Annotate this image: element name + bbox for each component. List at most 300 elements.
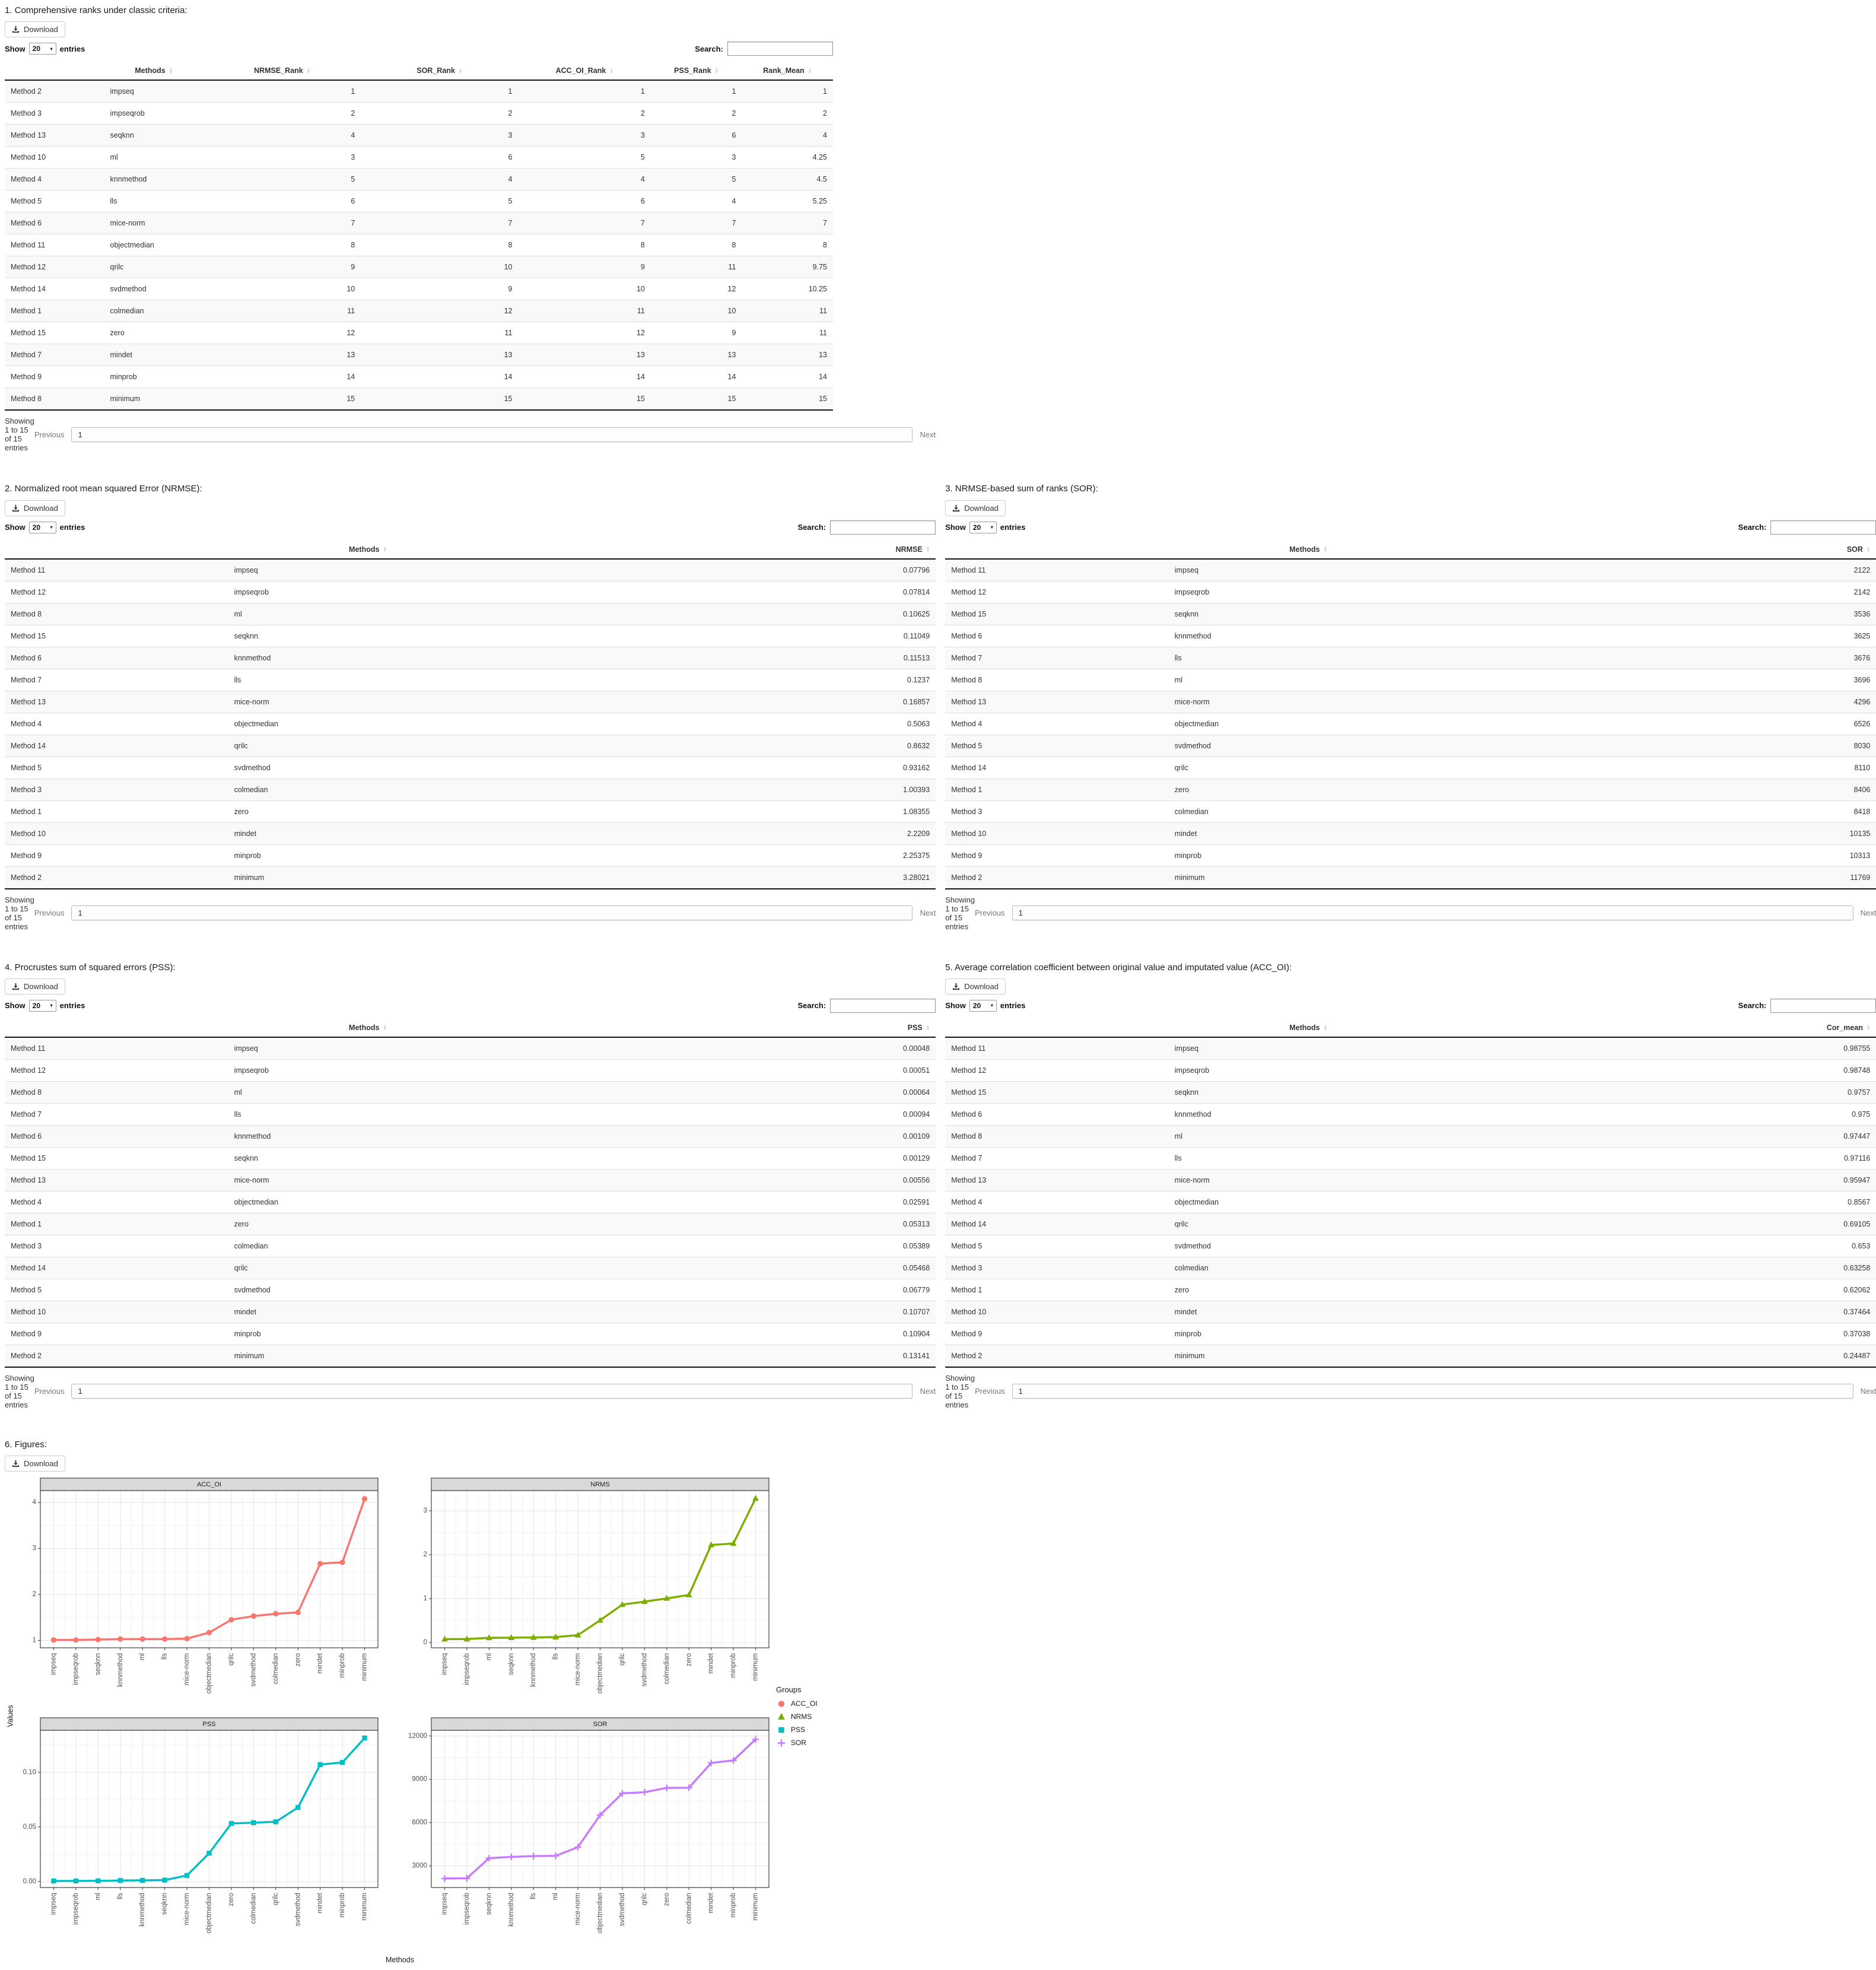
column-header-sor[interactable]: SOR ▲ ▼ bbox=[1448, 541, 1876, 559]
sort-icon: ▲ ▼ bbox=[383, 546, 387, 554]
entries-select-value: 20 bbox=[32, 45, 41, 53]
pagination-previous[interactable]: Previous bbox=[975, 1387, 1005, 1396]
svg-text:4: 4 bbox=[32, 1499, 36, 1507]
download-label: Download bbox=[964, 981, 999, 991]
column-header-nrmse_rank[interactable]: NRMSE_Rank ▲ ▼ bbox=[204, 62, 361, 80]
svg-text:colmedian: colmedian bbox=[663, 1653, 670, 1685]
svg-text:svdmethod: svdmethod bbox=[250, 1653, 257, 1687]
table-row: Method 14 svdmethod 10 9 10 12 10.25 bbox=[5, 278, 833, 300]
table-row: Method 12 impseqrob 0.07814 bbox=[5, 581, 936, 603]
svg-text:objectmedian: objectmedian bbox=[205, 1653, 213, 1694]
column-header-rownames bbox=[945, 541, 1169, 559]
table-row: Method 4 objectmedian 0.5063 bbox=[5, 713, 936, 735]
search-label: Search: bbox=[695, 44, 723, 53]
table-row: Method 6 knnmethod 3625 bbox=[945, 625, 1876, 647]
svg-text:seqknn: seqknn bbox=[485, 1893, 493, 1915]
table-row: Method 3 impseqrob 2 2 2 2 2 bbox=[5, 103, 833, 125]
table-row: Method 8 minimum 15 15 15 15 15 bbox=[5, 388, 833, 411]
pagination-page-1[interactable]: 1 bbox=[1012, 905, 1853, 920]
table-row: Method 3 colmedian 8418 bbox=[945, 800, 1876, 822]
table-row: Method 9 minprob 0.37038 bbox=[945, 1323, 1876, 1345]
section-sor bbox=[945, 482, 1876, 934]
svg-text:minimum: minimum bbox=[361, 1653, 368, 1681]
svg-text:mice-norm: mice-norm bbox=[574, 1893, 582, 1925]
svg-text:impseqrob: impseqrob bbox=[463, 1893, 470, 1925]
plot-nrms bbox=[408, 1478, 771, 1715]
table-row: Method 11 impseq 0.98755 bbox=[945, 1037, 1876, 1060]
svg-text:objectmedian: objectmedian bbox=[596, 1893, 604, 1934]
svg-text:objectmedian: objectmedian bbox=[596, 1653, 604, 1694]
sort-icon: ▲ ▼ bbox=[1323, 546, 1328, 554]
table-row: Method 2 impseq 1 1 1 1 1 bbox=[5, 80, 833, 103]
table-row: Method 11 impseq 2122 bbox=[945, 559, 1876, 582]
download-icon bbox=[952, 504, 960, 512]
table-row: Method 14 qrilc 0.05468 bbox=[5, 1257, 936, 1279]
download-label: Download bbox=[24, 25, 58, 34]
legend-label: PSS bbox=[791, 1726, 806, 1734]
column-header-methods[interactable]: Methods ▲ ▼ bbox=[228, 541, 508, 559]
svg-text:0: 0 bbox=[423, 1639, 427, 1647]
svg-text:impseq: impseq bbox=[50, 1893, 58, 1915]
svg-text:3: 3 bbox=[423, 1507, 427, 1515]
svg-text:knnmethod: knnmethod bbox=[530, 1653, 538, 1687]
table-row: Method 9 minprob 2.25375 bbox=[5, 844, 936, 866]
legend-item-sor bbox=[776, 1739, 833, 1747]
svg-text:mindet: mindet bbox=[707, 1653, 715, 1674]
table-info: Showing 1 to 15 of 15 entries bbox=[945, 1373, 975, 1409]
legend-item-acc-oi bbox=[776, 1699, 833, 1708]
section-title: 2. Normalized root mean squared Error (NRMSE): bbox=[5, 484, 202, 494]
svg-text:0.05: 0.05 bbox=[23, 1823, 36, 1831]
datatable-footer bbox=[5, 411, 936, 456]
page-length-control bbox=[5, 522, 85, 533]
legend-label: ACC_OI bbox=[791, 1699, 818, 1708]
entries-select[interactable] bbox=[29, 43, 56, 55]
search-input[interactable] bbox=[830, 520, 936, 535]
page-length-control bbox=[945, 522, 1025, 533]
column-header-acc_oi_rank[interactable]: ACC_OI_Rank ▲ ▼ bbox=[519, 62, 651, 80]
pagination-next[interactable]: Next bbox=[1860, 908, 1876, 917]
table-row: Method 5 svdmethod 0.06779 bbox=[5, 1279, 936, 1301]
table-info: Showing 1 to 15 of 15 entries bbox=[5, 1373, 34, 1409]
svg-text:knnmethod: knnmethod bbox=[507, 1893, 515, 1927]
column-header-rownames bbox=[5, 62, 104, 80]
circle-marker-icon bbox=[776, 1699, 787, 1708]
table-row: Method 13 mice-norm 0.16857 bbox=[5, 691, 936, 713]
page-length-control bbox=[945, 1000, 1025, 1012]
table-row: Method 6 knnmethod 0.11513 bbox=[5, 647, 936, 669]
show-label: Show bbox=[945, 1001, 966, 1011]
table-row: Method 8 ml 3696 bbox=[945, 669, 1876, 691]
table-row: Method 9 minprob 14 14 14 14 14 bbox=[5, 366, 833, 388]
table-row: Method 13 seqknn 4 3 3 6 4 bbox=[5, 125, 833, 147]
table-row: Method 15 seqknn 0.9757 bbox=[945, 1081, 1876, 1103]
chevron-down-icon: ▾ bbox=[50, 525, 53, 530]
table-row: Method 3 colmedian 0.63258 bbox=[945, 1257, 1876, 1279]
svg-text:3: 3 bbox=[32, 1545, 36, 1552]
pagination-page-1[interactable]: 1 bbox=[1012, 1384, 1853, 1399]
sort-icon: ▲ ▼ bbox=[926, 1024, 930, 1032]
table-row: Method 4 objectmedian 6526 bbox=[945, 713, 1876, 735]
download-button[interactable] bbox=[945, 500, 1006, 516]
table-row: Method 3 colmedian 1.00393 bbox=[5, 779, 936, 800]
column-header-pss[interactable]: PSS ▲ ▼ bbox=[507, 1019, 936, 1037]
svg-text:objectmedian: objectmedian bbox=[205, 1893, 213, 1934]
svg-text:minprob: minprob bbox=[339, 1653, 346, 1678]
pagination-next[interactable]: Next bbox=[920, 908, 936, 917]
search-input[interactable] bbox=[1770, 520, 1876, 535]
pagination-page-1[interactable]: 1 bbox=[71, 1384, 912, 1399]
svg-text:impseq: impseq bbox=[441, 1653, 449, 1676]
show-label: Show bbox=[5, 523, 26, 532]
section-title: 4. Procrustes sum of squared errors (PSS): bbox=[5, 962, 176, 973]
sort-icon: ▲ ▼ bbox=[168, 67, 173, 75]
svg-text:svdmethod: svdmethod bbox=[618, 1893, 626, 1927]
svg-text:zero: zero bbox=[663, 1893, 670, 1907]
chevron-down-icon: ▾ bbox=[990, 1003, 993, 1009]
column-header-cor_mean[interactable]: Cor_mean ▲ ▼ bbox=[1448, 1019, 1876, 1037]
table-row: Method 12 qrilc 9 10 9 11 9.75 bbox=[5, 256, 833, 278]
sort-icon: ▲ ▼ bbox=[1866, 1024, 1871, 1032]
svg-text:minimum: minimum bbox=[361, 1893, 368, 1921]
download-button[interactable] bbox=[5, 500, 65, 516]
svg-text:impseq: impseq bbox=[50, 1653, 58, 1676]
download-button[interactable] bbox=[5, 1456, 65, 1472]
table-row: Method 2 minimum 0.13141 bbox=[5, 1345, 936, 1367]
datatable-footer bbox=[5, 889, 936, 935]
table-row: Method 5 svdmethod 8030 bbox=[945, 735, 1876, 757]
search-label: Search: bbox=[1738, 523, 1767, 532]
table-row: Method 5 lls 6 5 6 4 5.25 bbox=[5, 190, 833, 212]
cor-mean-table bbox=[945, 1019, 1876, 1368]
search-label: Search: bbox=[797, 523, 826, 532]
svg-text:2: 2 bbox=[32, 1591, 36, 1599]
entries-select[interactable] bbox=[29, 522, 56, 533]
svg-text:qrilc: qrilc bbox=[641, 1893, 648, 1906]
pagination-page-1[interactable]: 1 bbox=[71, 427, 912, 442]
download-button[interactable] bbox=[5, 21, 65, 37]
sort-icon: ▲ ▼ bbox=[1866, 546, 1871, 554]
svg-text:ml: ml bbox=[552, 1893, 559, 1901]
svg-text:mice-norm: mice-norm bbox=[183, 1653, 191, 1686]
plot-pss bbox=[17, 1717, 380, 1955]
search-label: Search: bbox=[1738, 1001, 1767, 1011]
legend-item-pss bbox=[776, 1726, 833, 1734]
search-input[interactable] bbox=[727, 42, 833, 56]
show-label: Show bbox=[945, 523, 966, 532]
table-info: Showing 1 to 15 of 15 entries bbox=[945, 895, 975, 931]
pagination-previous[interactable]: Previous bbox=[34, 430, 65, 439]
svg-text:impseqrob: impseqrob bbox=[463, 1653, 470, 1685]
table-row: Method 2 minimum 3.28021 bbox=[5, 866, 936, 889]
download-label: Download bbox=[964, 503, 999, 513]
svg-text:qrilc: qrilc bbox=[272, 1893, 279, 1906]
chevron-down-icon: ▾ bbox=[50, 1003, 53, 1009]
column-header-sor_rank[interactable]: SOR_Rank ▲ ▼ bbox=[361, 62, 518, 80]
table-row: Method 7 lls 0.97116 bbox=[945, 1147, 1876, 1169]
table-row: Method 13 mice-norm 0.00556 bbox=[5, 1169, 936, 1191]
svg-text:zero: zero bbox=[227, 1893, 235, 1907]
table-row: Method 14 qrilc 0.69105 bbox=[945, 1213, 1876, 1235]
legend-label: NRMS bbox=[791, 1712, 812, 1721]
svg-text:colmedian: colmedian bbox=[685, 1893, 693, 1924]
pagination-next[interactable]: Next bbox=[1860, 1387, 1876, 1396]
figure-panel bbox=[5, 1478, 833, 1955]
pss-table bbox=[5, 1019, 936, 1368]
svg-text:colmedian: colmedian bbox=[272, 1653, 279, 1685]
entries-label: entries bbox=[1000, 523, 1026, 532]
search-control bbox=[1738, 999, 1876, 1013]
datatable-controls bbox=[5, 999, 936, 1013]
svg-text:mindet: mindet bbox=[316, 1893, 324, 1914]
svg-text:knnmethod: knnmethod bbox=[139, 1893, 147, 1927]
svg-text:6000: 6000 bbox=[412, 1819, 427, 1826]
datatable-controls bbox=[5, 520, 936, 535]
chevron-down-icon: ▾ bbox=[990, 525, 993, 530]
table-row: Method 13 mice-norm 0.95947 bbox=[945, 1169, 1876, 1191]
y-axis-title: Values bbox=[7, 1705, 15, 1727]
pagination-page-1[interactable]: 1 bbox=[71, 905, 912, 920]
pagination-previous[interactable]: Previous bbox=[975, 908, 1005, 917]
svg-text:1: 1 bbox=[423, 1595, 427, 1603]
table-row: Method 6 knnmethod 0.975 bbox=[945, 1103, 1876, 1125]
table-row: Method 10 mindet 10135 bbox=[945, 822, 1876, 844]
pagination-next[interactable]: Next bbox=[920, 430, 936, 439]
svg-text:minprob: minprob bbox=[730, 1653, 737, 1678]
svg-text:impseqrob: impseqrob bbox=[72, 1653, 80, 1685]
table-row: Method 9 minprob 0.10904 bbox=[5, 1323, 936, 1345]
table-row: Method 15 seqknn 0.11049 bbox=[5, 625, 936, 647]
svg-text:svdmethod: svdmethod bbox=[294, 1893, 302, 1927]
column-header-rownames bbox=[5, 541, 228, 559]
pagination-previous[interactable]: Previous bbox=[34, 908, 65, 917]
entries-select-value: 20 bbox=[972, 1001, 981, 1010]
svg-text:impseqrob: impseqrob bbox=[72, 1893, 80, 1925]
svg-text:seqknn: seqknn bbox=[161, 1893, 168, 1915]
download-icon bbox=[952, 983, 960, 990]
svg-text:minprob: minprob bbox=[339, 1893, 346, 1918]
sor-table bbox=[945, 541, 1876, 889]
table-info: Showing 1 to 15 of 15 entries bbox=[5, 417, 34, 453]
download-button[interactable] bbox=[5, 978, 65, 994]
svg-text:minimum: minimum bbox=[752, 1893, 759, 1921]
svg-text:svdmethod: svdmethod bbox=[641, 1653, 648, 1687]
pagination-previous[interactable]: Previous bbox=[34, 1387, 65, 1396]
sort-icon: ▲ ▼ bbox=[1323, 1024, 1328, 1032]
section-title: 3. NRMSE-based sum of ranks (SOR): bbox=[945, 484, 1098, 494]
svg-text:0.00: 0.00 bbox=[23, 1877, 36, 1885]
svg-text:mindet: mindet bbox=[316, 1653, 324, 1674]
table-row: Method 1 zero 0.05313 bbox=[5, 1213, 936, 1235]
table-row: Method 1 zero 8406 bbox=[945, 779, 1876, 800]
sort-icon: ▲ ▼ bbox=[926, 546, 930, 554]
download-button[interactable] bbox=[945, 978, 1006, 994]
svg-text:lls: lls bbox=[530, 1893, 538, 1899]
section-title: 1. Comprehensive ranks under classic criteria: bbox=[5, 5, 187, 15]
svg-text:zero: zero bbox=[294, 1653, 302, 1667]
entries-select[interactable] bbox=[29, 1000, 56, 1012]
section-nrmse bbox=[5, 482, 936, 934]
datatable-controls bbox=[5, 42, 833, 56]
entries-select-value: 20 bbox=[32, 1001, 41, 1010]
table-row: Method 15 zero 12 11 12 9 11 bbox=[5, 322, 833, 344]
triangle-marker-icon bbox=[776, 1712, 787, 1721]
column-header-methods[interactable]: Methods ▲ ▼ bbox=[1169, 1019, 1448, 1037]
svg-text:NRMS: NRMS bbox=[590, 1480, 610, 1488]
table-row: Method 10 mindet 2.2209 bbox=[5, 822, 936, 844]
entries-select[interactable] bbox=[969, 1000, 997, 1012]
svg-text:SOR: SOR bbox=[593, 1720, 608, 1728]
table-row: Method 12 impseqrob 0.98748 bbox=[945, 1059, 1876, 1081]
table-row: Method 12 impseqrob 0.00051 bbox=[5, 1059, 936, 1081]
plus-marker-icon bbox=[776, 1739, 787, 1747]
svg-text:2: 2 bbox=[423, 1551, 427, 1559]
svg-text:minprob: minprob bbox=[730, 1893, 737, 1918]
datatable-controls bbox=[945, 520, 1876, 535]
download-label: Download bbox=[24, 503, 58, 513]
svg-text:zero: zero bbox=[685, 1653, 693, 1667]
column-header-nrmse[interactable]: NRMSE ▲ ▼ bbox=[507, 541, 936, 559]
svg-text:seqknn: seqknn bbox=[94, 1653, 102, 1676]
column-header-methods[interactable]: Methods ▲ ▼ bbox=[228, 1019, 508, 1037]
svg-text:lls: lls bbox=[161, 1653, 168, 1660]
sort-icon: ▲ ▼ bbox=[458, 67, 463, 75]
table-row: Method 8 ml 0.00064 bbox=[5, 1081, 936, 1103]
pagination bbox=[34, 905, 936, 920]
svg-text:impseq: impseq bbox=[441, 1893, 449, 1915]
table-row: Method 4 knnmethod 5 4 4 5 4.5 bbox=[5, 169, 833, 190]
page-length-control bbox=[5, 43, 85, 55]
download-icon bbox=[12, 504, 20, 512]
svg-text:mice-norm: mice-norm bbox=[183, 1893, 191, 1925]
table-row: Method 14 qrilc 8110 bbox=[945, 757, 1876, 779]
x-axis-title: Methods bbox=[386, 1956, 414, 1964]
sort-icon: ▲ ▼ bbox=[714, 67, 719, 75]
table-row: Method 3 colmedian 0.05389 bbox=[5, 1235, 936, 1257]
table-row: Method 6 mice-norm 7 7 7 7 7 bbox=[5, 212, 833, 234]
svg-text:knnmethod: knnmethod bbox=[116, 1653, 124, 1687]
svg-text:mindet: mindet bbox=[707, 1893, 715, 1914]
legend-label: SOR bbox=[791, 1739, 807, 1747]
table-row: Method 7 mindet 13 13 13 13 13 bbox=[5, 344, 833, 366]
svg-text:lls: lls bbox=[552, 1653, 559, 1660]
table-row: Method 10 mindet 0.10707 bbox=[5, 1301, 936, 1323]
legend bbox=[771, 1478, 833, 1955]
svg-text:minimum: minimum bbox=[752, 1653, 759, 1681]
show-label: Show bbox=[5, 44, 26, 53]
table-row: Method 5 svdmethod 0.653 bbox=[945, 1235, 1876, 1257]
search-control bbox=[797, 520, 936, 535]
search-control bbox=[695, 42, 833, 56]
column-header-rank_mean[interactable]: Rank_Mean ▲ ▼ bbox=[742, 62, 833, 80]
table-row: Method 5 svdmethod 0.93162 bbox=[5, 757, 936, 779]
entries-label: entries bbox=[59, 44, 85, 53]
chevron-down-icon: ▾ bbox=[50, 46, 53, 52]
svg-text:ml: ml bbox=[485, 1653, 493, 1661]
datatable-footer bbox=[5, 1368, 936, 1413]
section-comprehensive-ranks bbox=[5, 5, 936, 456]
table-row: Method 10 ml 3 6 5 3 4.25 bbox=[5, 147, 833, 169]
pagination bbox=[34, 1384, 936, 1399]
svg-text:ACC_OI: ACC_OI bbox=[197, 1480, 221, 1488]
legend-item-nrms bbox=[776, 1712, 833, 1721]
column-header-methods[interactable]: Methods ▲ ▼ bbox=[104, 62, 204, 80]
entries-label: entries bbox=[59, 1001, 85, 1011]
entries-label: entries bbox=[1000, 1001, 1026, 1011]
table-row: Method 15 seqknn 0.00129 bbox=[5, 1147, 936, 1169]
column-header-pss_rank[interactable]: PSS_Rank ▲ ▼ bbox=[651, 62, 742, 80]
svg-text:qrilc: qrilc bbox=[227, 1653, 235, 1666]
table-row: Method 11 impseq 0.07796 bbox=[5, 559, 936, 582]
sort-icon: ▲ ▼ bbox=[609, 67, 613, 75]
table-row: Method 6 knnmethod 0.00109 bbox=[5, 1125, 936, 1147]
table-row: Method 15 seqknn 3536 bbox=[945, 603, 1876, 625]
search-input[interactable] bbox=[1770, 999, 1876, 1013]
table-row: Method 2 minimum 0.24487 bbox=[945, 1345, 1876, 1367]
svg-text:mice-norm: mice-norm bbox=[574, 1653, 582, 1686]
show-label: Show bbox=[5, 1001, 26, 1011]
datatable-footer bbox=[945, 1368, 1876, 1413]
table-row: Method 1 zero 0.62062 bbox=[945, 1279, 1876, 1301]
download-label: Download bbox=[24, 981, 58, 991]
plot-acc-oi bbox=[17, 1478, 380, 1715]
search-label: Search: bbox=[797, 1001, 826, 1011]
search-control bbox=[1738, 520, 1876, 535]
ranks-table bbox=[5, 62, 833, 411]
table-row: Method 2 minimum 11769 bbox=[945, 866, 1876, 889]
pagination bbox=[975, 905, 1876, 920]
section-pss bbox=[5, 961, 936, 1413]
table-row: Method 8 ml 0.97447 bbox=[945, 1125, 1876, 1147]
sort-icon: ▲ ▼ bbox=[306, 67, 311, 75]
column-header-rownames bbox=[5, 1019, 228, 1037]
svg-text:ml: ml bbox=[139, 1653, 147, 1661]
svg-text:lls: lls bbox=[116, 1893, 124, 1899]
plot-sor bbox=[408, 1717, 771, 1955]
table-row: Method 11 impseq 0.00048 bbox=[5, 1037, 936, 1060]
svg-text:PSS: PSS bbox=[202, 1720, 216, 1728]
section-title: 5. Average correlation coefficient between original value and imputated value (ACC_OI): bbox=[945, 962, 1292, 973]
nrmse-table bbox=[5, 541, 936, 889]
svg-text:colmedian: colmedian bbox=[250, 1893, 257, 1924]
table-row: Method 11 objectmedian 8 8 8 8 8 bbox=[5, 234, 833, 256]
entries-label: entries bbox=[59, 523, 85, 532]
table-row: Method 14 qrilc 0.8632 bbox=[5, 735, 936, 757]
search-input[interactable] bbox=[830, 999, 936, 1013]
entries-select-value: 20 bbox=[32, 523, 41, 532]
entries-select[interactable] bbox=[969, 522, 997, 533]
column-header-methods[interactable]: Methods ▲ ▼ bbox=[1169, 541, 1448, 559]
download-icon bbox=[12, 1460, 20, 1467]
plot-grid bbox=[17, 1478, 771, 1955]
table-row: Method 1 colmedian 11 12 11 10 11 bbox=[5, 300, 833, 322]
svg-text:seqknn: seqknn bbox=[507, 1653, 515, 1676]
section-acc-oi bbox=[945, 961, 1876, 1413]
sort-icon: ▲ ▼ bbox=[807, 67, 812, 75]
table-info: Showing 1 to 15 of 15 entries bbox=[5, 895, 34, 931]
table-row: Method 7 lls 0.1237 bbox=[5, 669, 936, 691]
svg-text:9000: 9000 bbox=[412, 1775, 427, 1783]
svg-text:qrilc: qrilc bbox=[618, 1653, 626, 1666]
square-marker-icon bbox=[776, 1726, 787, 1734]
sort-icon: ▲ ▼ bbox=[383, 1024, 387, 1032]
column-header-rownames bbox=[945, 1019, 1169, 1037]
table-row: Method 13 mice-norm 4296 bbox=[945, 691, 1876, 713]
section-title: 6. Figures: bbox=[5, 1439, 47, 1450]
download-icon bbox=[12, 983, 20, 990]
table-row: Method 1 zero 1.08355 bbox=[5, 800, 936, 822]
pagination-next[interactable]: Next bbox=[920, 1387, 936, 1396]
